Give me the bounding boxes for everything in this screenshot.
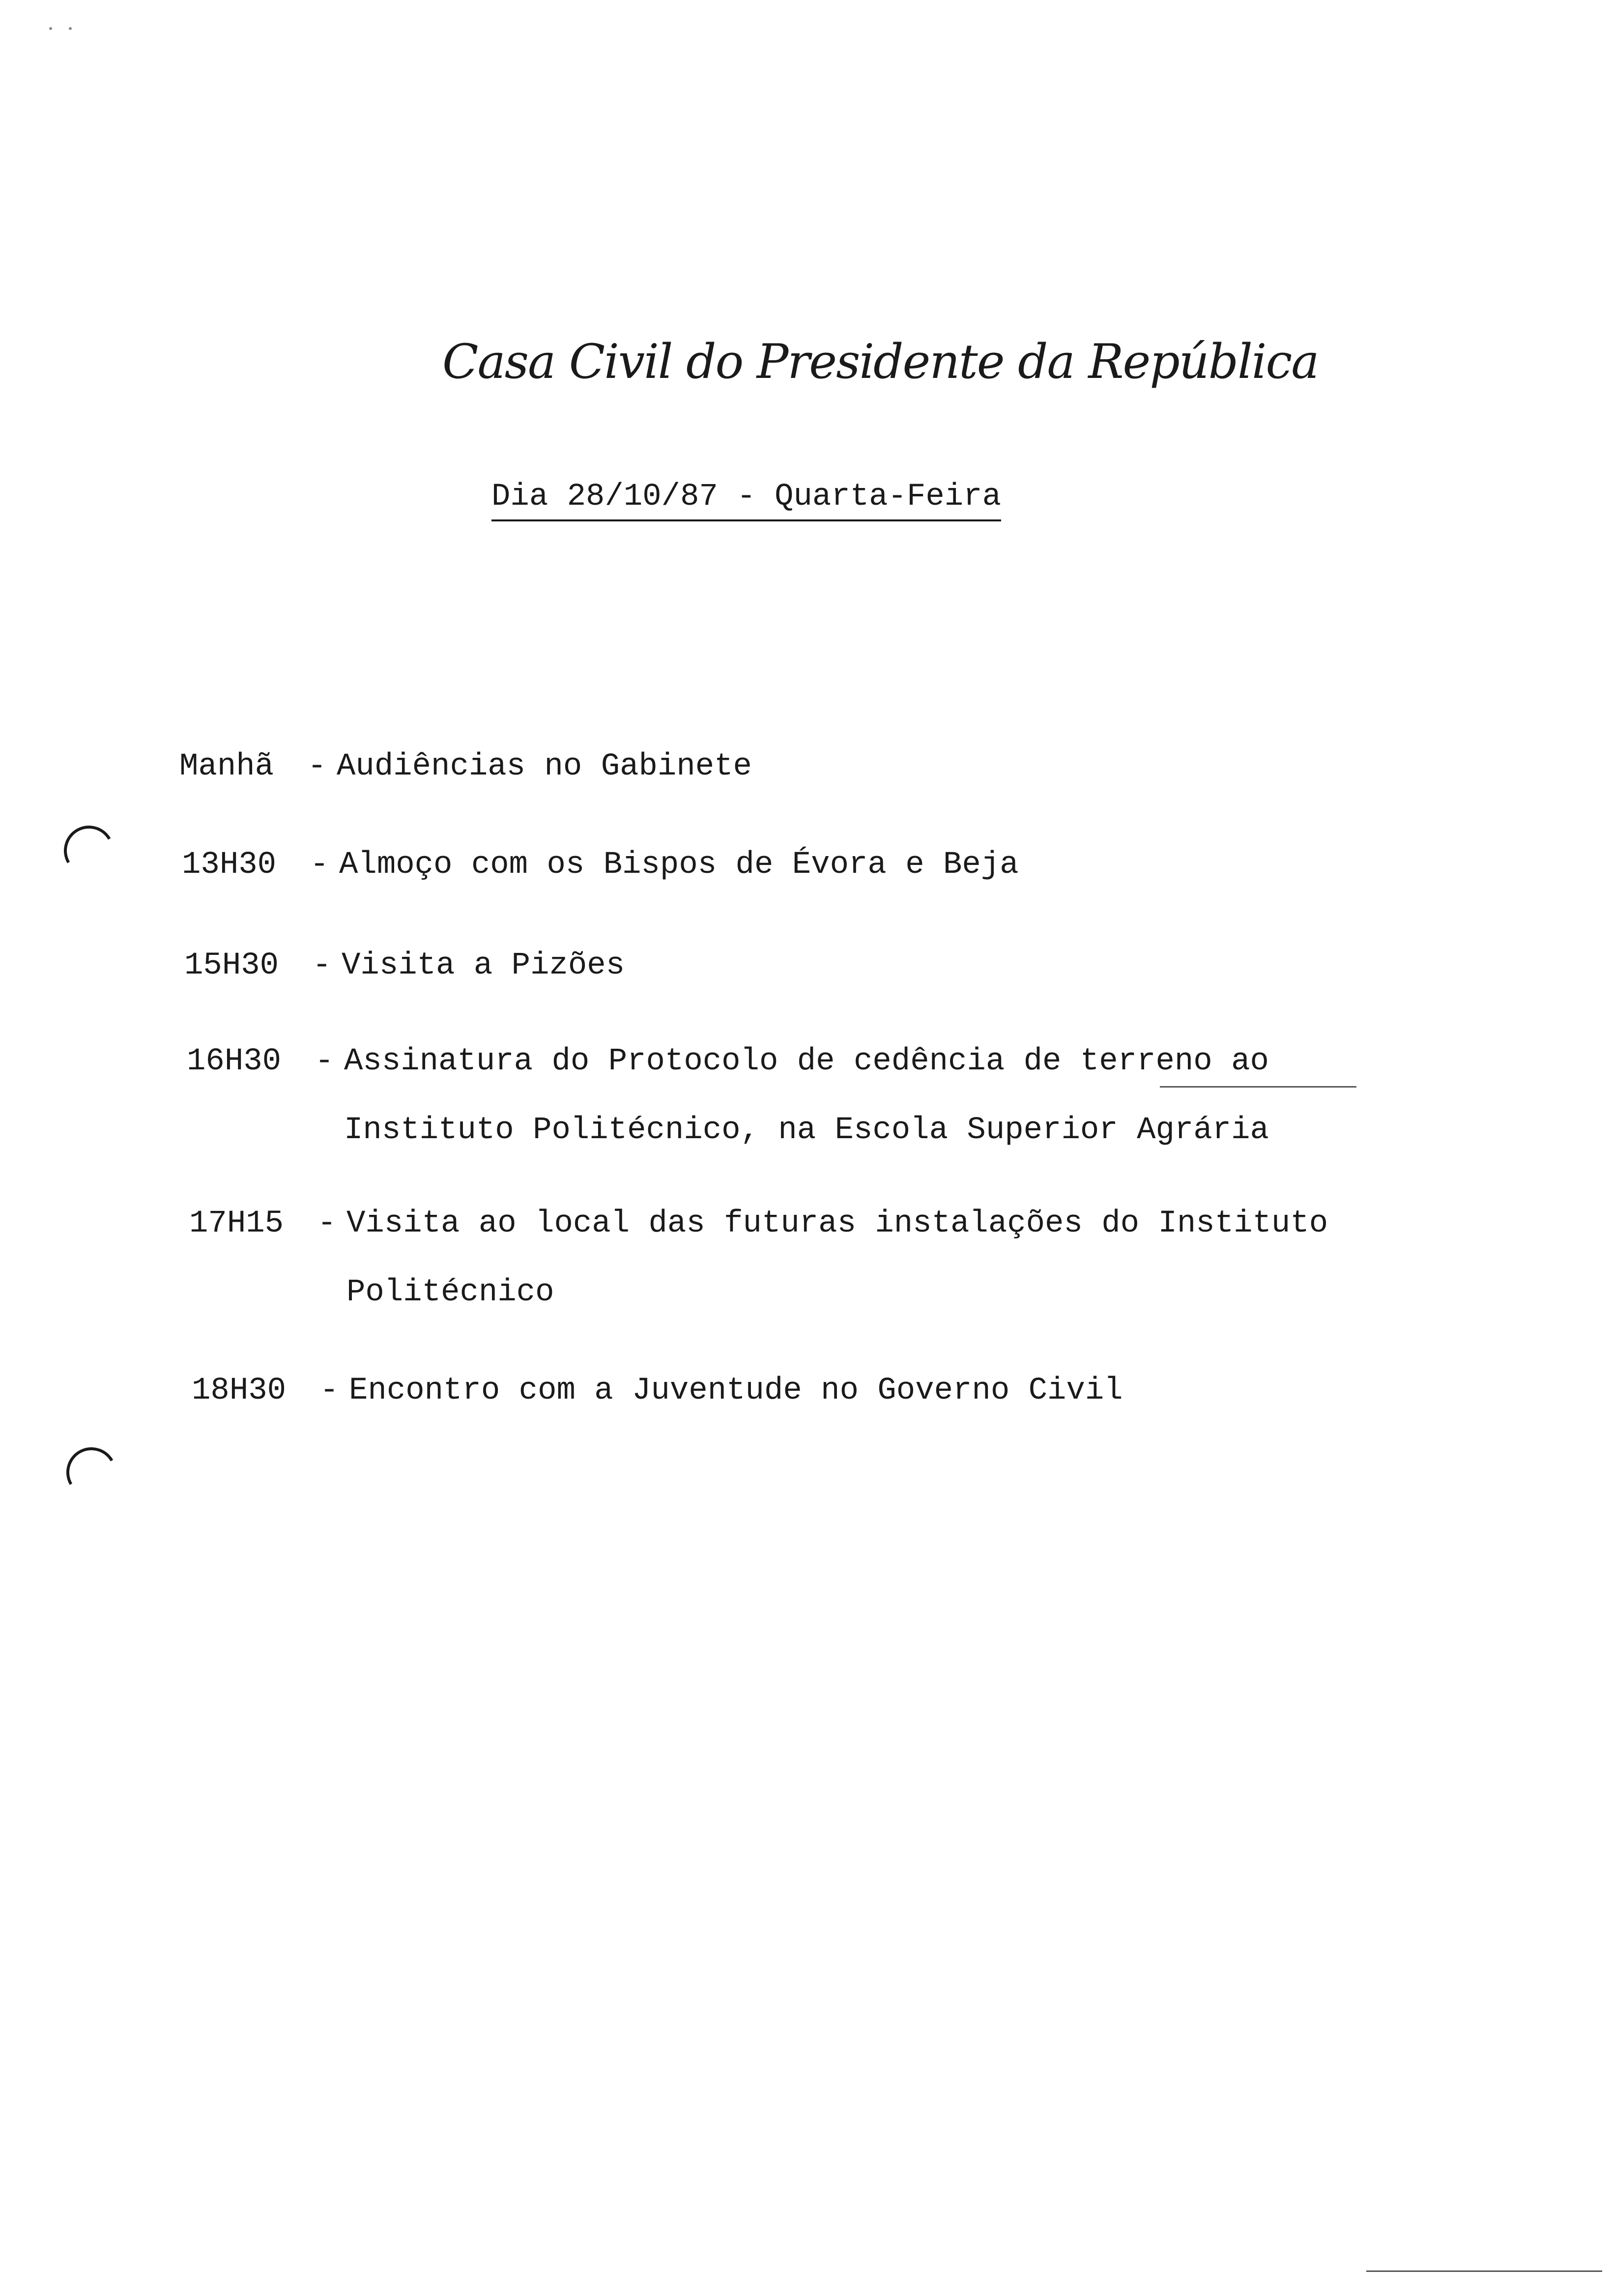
entry-description: Visita ao local das futuras instalações do Instituto [346,1206,1328,1241]
entry-description: Almoço com os Bispos de Évora e Beja [339,847,1019,883]
entry-description: Assinatura do Protocolo de cedência de terreno ao [344,1044,1269,1079]
schedule-entry [179,732,752,801]
entry-description: Audiências no Gabinete [337,749,752,784]
schedule-entry [182,831,1019,899]
entry-time: 16H30 [187,1044,282,1079]
entry-separator: - [307,749,327,784]
entry-separator: - [310,847,329,883]
letterhead: Casa Civil do Presidente da República [442,334,1319,389]
entry-time: Manhã [179,749,274,784]
entry-separator: - [319,1373,339,1408]
schedule-entry [187,1027,1269,1165]
entry-description-continuation: Politécnico [346,1275,554,1310]
scan-artifact-line [1366,2270,1602,2272]
date-heading: Dia 28/10/87 - Quarta-Feira [491,479,1001,521]
entry-time: 15H30 [184,948,279,983]
entry-time: 17H15 [189,1206,284,1241]
schedule-entry [192,1356,1123,1425]
punch-hole-mark [58,820,120,882]
entry-description: Encontro com a Juventude no Governo Civil [349,1373,1123,1408]
punch-hole-mark [61,1442,122,1503]
entry-separator: - [317,1206,337,1241]
scan-speck [49,27,52,30]
scan-speck [69,27,72,30]
schedule-entry [189,1189,1328,1327]
entry-time: 18H30 [192,1373,287,1408]
schedule-entry [184,931,625,1000]
entry-description: Visita a Pizões [342,948,625,983]
entry-description-continuation: Instituto Politécnico, na Escola Superior Agrária [344,1113,1269,1148]
entry-separator: - [312,948,332,983]
entry-time: 13H30 [182,847,277,883]
entry-separator: - [315,1044,334,1079]
